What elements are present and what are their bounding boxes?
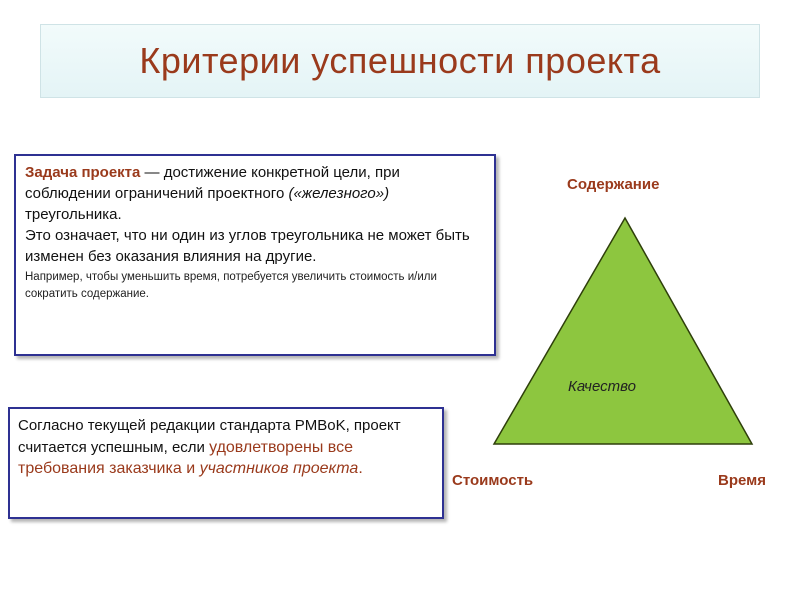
triangle-label-scope: Содержание	[567, 176, 660, 193]
page-title: Критерии успешности проекта	[139, 40, 661, 81]
pmbok-highlight-italic: участников проекта	[199, 460, 359, 477]
iron-triangle-shape	[494, 218, 752, 444]
pmbok-text: Согласно текущей редакции стандарта PMBoK, проект считается успешным, если	[18, 417, 401, 456]
project-goal-explanation: Это означает, что ни один из углов треугольника не может быть изменен без оказания влияния на другие.	[25, 227, 470, 265]
triangle-label-cost: Стоимость	[452, 472, 534, 489]
pmbok-highlight-end: .	[358, 460, 363, 477]
project-goal-example: Например, чтобы уменьшить время, потребуется увеличить стоимость и/или сократить содержание.	[25, 271, 437, 300]
project-goal-text-part2: треугольника.	[25, 206, 122, 223]
triangle-label-quality: Качество	[568, 378, 636, 395]
project-goal-text-part1: — достижение конкретной цели, при соблюдении ограничений проектного	[25, 164, 400, 202]
triangle-label-time: Время	[718, 472, 766, 489]
project-goal-heading: Задача проекта	[25, 164, 141, 181]
pmbok-highlight: удовлетворены все требования заказчика и	[18, 438, 353, 477]
iron-triangle-italic: («железного»)	[288, 185, 390, 202]
